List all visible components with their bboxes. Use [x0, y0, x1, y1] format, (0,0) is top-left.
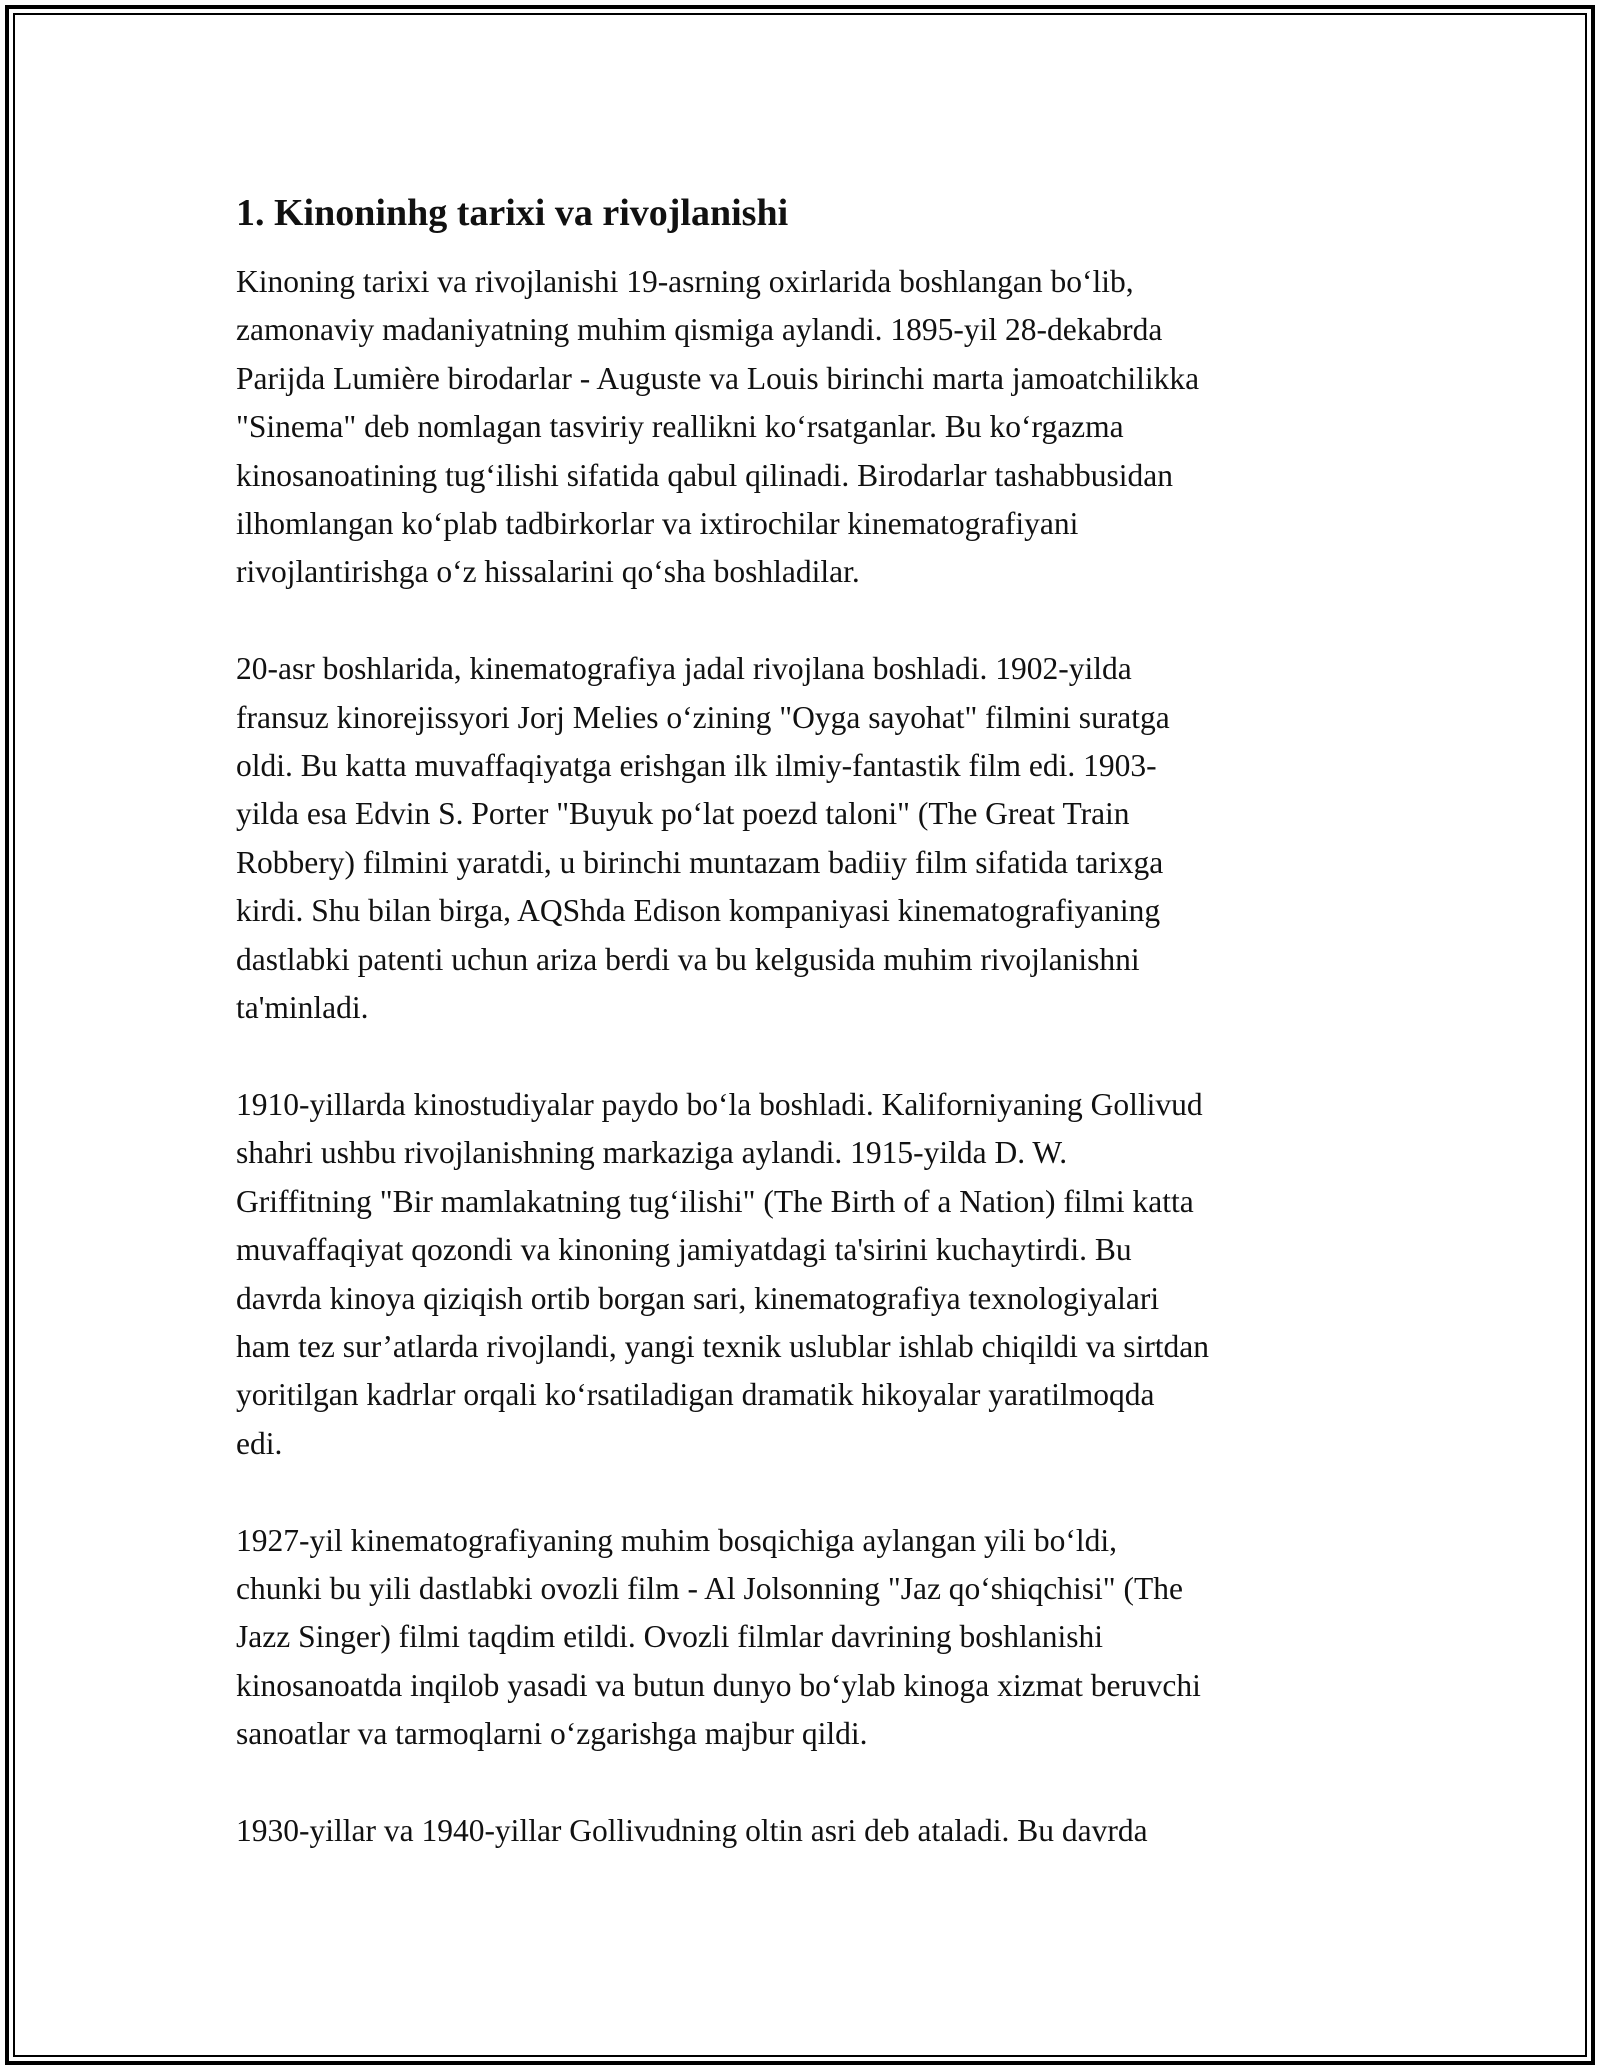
text-line: muvaffaqiyat qozondi va kinoning jamiyatdagi ta'sirini kuchaytirdi. Bu: [236, 1232, 1132, 1268]
document-body: [236, 188, 1386, 1904]
text-line: ham tez sur’atlarda rivojlandi, yangi texnik uslublar ishlab chiqildi va sirtdan: [236, 1328, 1210, 1364]
text-line: "Sinema" deb nomlagan tasviriy reallikni ko‘rsatganlar. Bu ko‘rgazma: [236, 409, 1124, 445]
text-line: yoritilgan kadrlar orqali ko‘rsatiladigan dramatik hikoyalar yaratilmoqda: [236, 1377, 1155, 1413]
text-line: kinosanoatda inqilob yasadi va butun dunyo bo‘ylab kinoga xizmat beruvchi: [236, 1667, 1201, 1703]
text-line: rivojlantirishga o‘z hissalarini qo‘sha boshladilar.: [236, 554, 860, 590]
text-line: zamonaviy madaniyatning muhim qismiga aylandi. 1895-yil 28-dekabrda: [236, 312, 1163, 348]
paragraph-5: [236, 1807, 1386, 1855]
text-line: dastlabki patenti uchun ariza berdi va bu kelgusida muhim rivojlanishni: [236, 941, 1140, 977]
text-line: oldi. Bu katta muvaffaqiyatga erishgan ilk ilmiy-fantastik film edi. 1903-: [236, 748, 1157, 784]
paragraph-3: [236, 1081, 1386, 1468]
text-line: ilhomlangan ko‘plab tadbirkorlar va ixtirochilar kinematografiyani: [236, 506, 1079, 542]
text-line: fransuz kinorejissyori Jorj Melies o‘zining "Oyga sayohat" filmini suratga: [236, 699, 1170, 735]
text-line: Jazz Singer) filmi taqdim etildi. Ovozli filmlar davrining boshlanishi: [236, 1619, 1103, 1655]
text-line: shahri ushbu rivojlanishning markaziga aylandi. 1915-yilda D. W.: [236, 1135, 1068, 1171]
text-line: Robbery) filmini yaratdi, u birinchi muntazam badiiy film sifatida tarixga: [236, 844, 1164, 880]
text-line: Griffitning "Bir mamlakatning tug‘ilishi" (The Birth of a Nation) filmi katta: [236, 1183, 1194, 1219]
text-line: yilda esa Edvin S. Porter "Buyuk po‘lat poezd taloni" (The Great Train: [236, 796, 1130, 832]
text-line: ta'minladi.: [236, 990, 369, 1026]
paragraph-4: [236, 1517, 1386, 1759]
text-line: Parijda Lumière birodarlar - Auguste va Louis birinchi marta jamoatchilikka: [236, 360, 1200, 396]
text-line: edi.: [236, 1425, 283, 1461]
paragraph-2: [236, 645, 1386, 1032]
text-line: 20-asr boshlarida, kinematografiya jadal rivojlana boshladi. 1902-yilda: [236, 651, 1132, 687]
page-title: 1. Kinoninhg tarixi va rivojlanishi: [236, 192, 789, 234]
text-line: Kinoning tarixi va rivojlanishi 19-asrning oxirlarida boshlangan bo‘lib,: [236, 264, 1134, 299]
text-line: kinosanoatining tug‘ilishi sifatida qabul qilinadi. Birodarlar tashabbusidan: [236, 457, 1173, 493]
text-line: chunki bu yili dastlabki ovozli film - Al Jolsonning "Jaz qo‘shiqchisi" (The: [236, 1570, 1183, 1606]
text-line: davrda kinoya qiziqish ortib borgan sari, kinematografiya texnologiyalari: [236, 1280, 1160, 1316]
paragraph-1: [236, 258, 1386, 597]
text-line: kirdi. Shu bilan birga, AQShda Edison kompaniyasi kinematografiyaning: [236, 893, 1161, 929]
text-line: 1910-yillarda kinostudiyalar paydo bo‘la boshladi. Kaliforniyaning Gollivud: [236, 1086, 1203, 1122]
text-line: 1930-yillar va 1940-yillar Gollivudning oltin asri deb ataladi. Bu davrda: [236, 1812, 1148, 1848]
text-line: sanoatlar va tarmoqlarni o‘zgarishga majbur qildi.: [236, 1716, 868, 1752]
text-line: 1927-yil kinematografiyaning muhim bosqichiga aylangan yili bo‘ldi,: [236, 1522, 1117, 1558]
